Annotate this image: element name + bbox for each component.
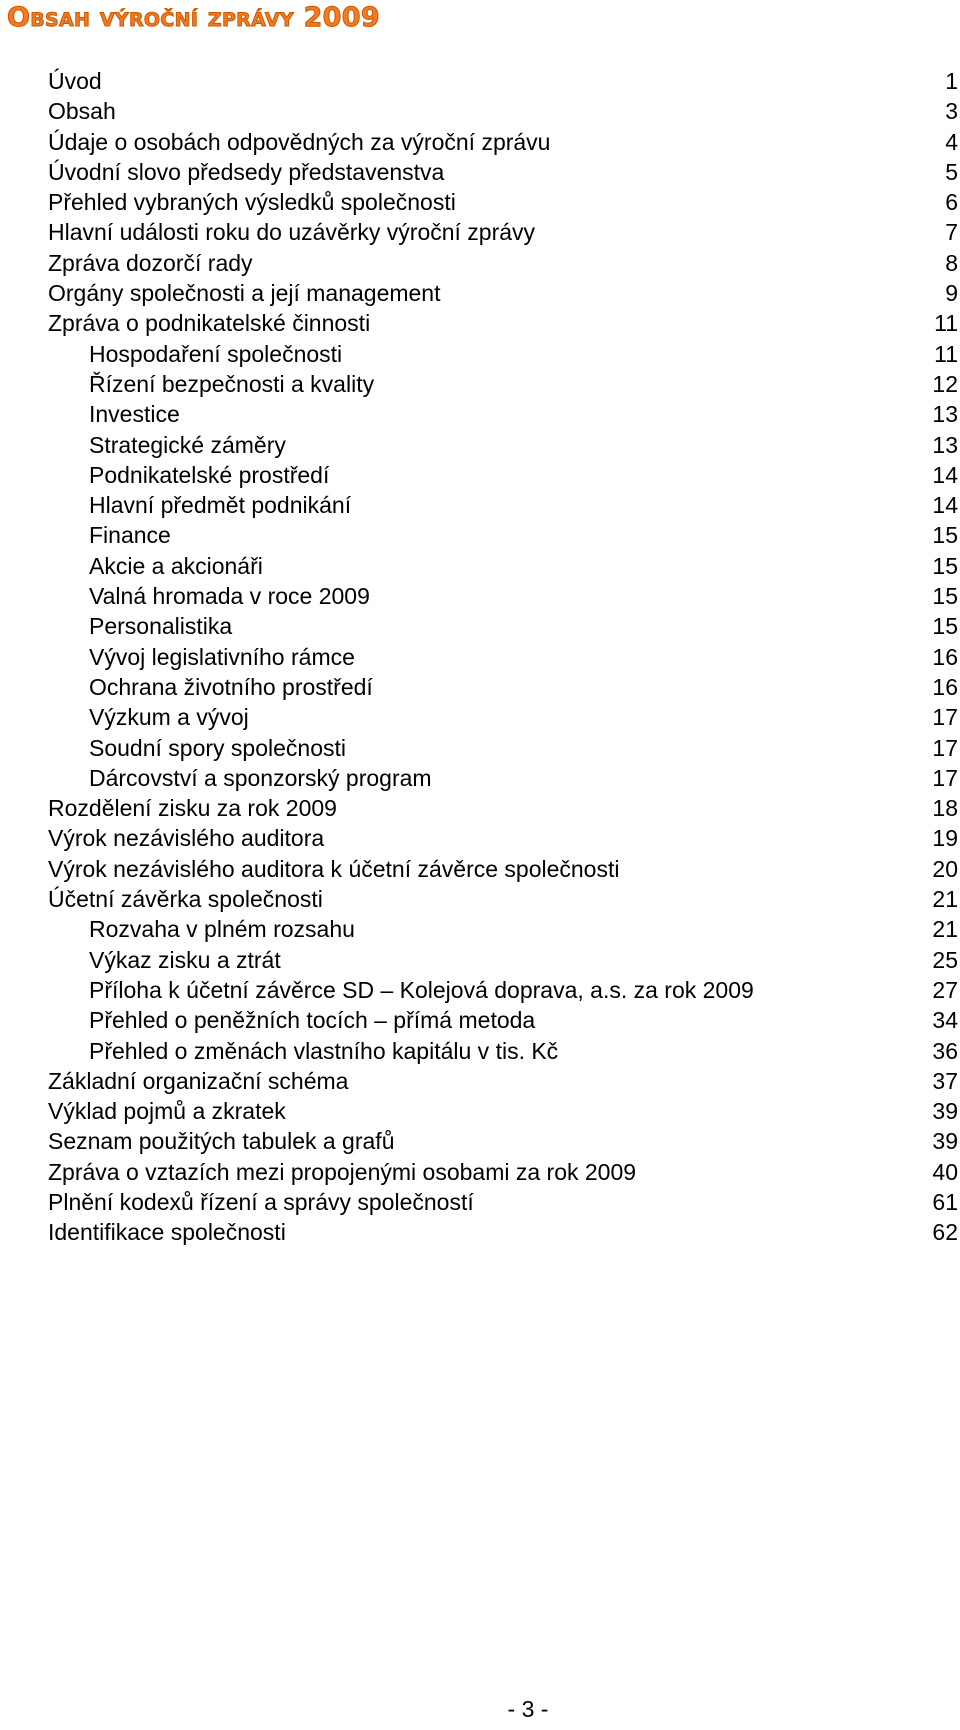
toc-entry[interactable] — [48, 1096, 958, 1126]
toc-entry-page: 36 — [932, 1037, 958, 1064]
page-title: Obsah výroční zprávy 2009 — [7, 2, 380, 33]
toc-entry-label: Rozdělení zisku za rok 2009 — [48, 795, 337, 822]
toc-entry-page: 7 — [945, 219, 958, 246]
toc-entry[interactable] — [48, 460, 958, 490]
toc-entry[interactable] — [48, 854, 958, 884]
toc-entry-label: Úvodní slovo předsedy představenstva — [48, 158, 445, 185]
toc-entry-label: Hlavní události roku do uzávěrky výroční zprávy — [48, 219, 536, 246]
toc-entry-page: 18 — [932, 795, 958, 822]
toc-entry[interactable] — [48, 66, 958, 96]
toc-entry-page: 1 — [945, 68, 958, 94]
toc-entry-page: 62 — [932, 1219, 958, 1246]
toc-entry-page: 17 — [932, 764, 958, 791]
toc-entry-page: 16 — [932, 673, 958, 700]
toc-entry-page: 16 — [932, 643, 958, 670]
toc-entry[interactable] — [48, 763, 958, 793]
toc-entry[interactable] — [48, 278, 958, 308]
toc-entry-page: 17 — [932, 704, 958, 731]
toc-entry-page: 13 — [932, 401, 958, 428]
toc-entry-page: 15 — [932, 552, 958, 579]
toc-entry[interactable] — [48, 702, 958, 732]
toc-entry-label: Výrok nezávislého auditora k účetní závěrce společnosti — [48, 855, 620, 882]
toc-entry-label: Výkaz zisku a ztrát — [89, 946, 281, 973]
toc-entry-label: Identifikace společnosti — [48, 1219, 286, 1246]
toc-entry[interactable] — [48, 945, 958, 975]
toc-entry-label: Vývoj legislativního rámce — [89, 643, 355, 670]
toc-entry[interactable] — [48, 793, 958, 823]
toc-entry[interactable] — [48, 914, 958, 944]
toc-entry[interactable] — [48, 339, 958, 369]
toc-entry-page: 8 — [945, 249, 958, 276]
toc-entry-label: Hospodaření společnosti — [89, 340, 343, 367]
toc-entry-label: Investice — [89, 401, 180, 428]
toc-entry-page: 40 — [932, 1158, 958, 1185]
toc-entry-label: Obsah — [48, 98, 116, 125]
toc-entry[interactable] — [48, 1187, 958, 1217]
toc-entry-label: Finance — [89, 522, 171, 549]
toc-entry-page: 5 — [945, 158, 958, 185]
toc-entry-label: Úvod — [48, 68, 102, 94]
toc-entry[interactable] — [48, 823, 958, 853]
toc-entry[interactable] — [48, 1217, 958, 1247]
toc-entry-page: 11 — [934, 310, 958, 337]
toc-entry-page: 4 — [945, 128, 958, 155]
toc-entry[interactable] — [48, 399, 958, 429]
toc-entry-page: 25 — [932, 946, 958, 973]
toc-entry[interactable] — [48, 430, 958, 460]
toc-entry[interactable] — [48, 1005, 958, 1035]
toc-entry-label: Řízení bezpečnosti a kvality — [89, 370, 375, 397]
toc-entry[interactable] — [48, 308, 958, 338]
toc-entry[interactable] — [48, 1066, 958, 1096]
toc-entry-label: Příloha k účetní závěrce SD – Kolejová doprava, a.s. za rok 2009 — [89, 976, 754, 1003]
toc-entry-page: 20 — [932, 855, 958, 882]
toc-entry-label: Zpráva o vztazích mezi propojenými osobami za rok 2009 — [48, 1158, 637, 1185]
toc-entry-page: 9 — [945, 280, 958, 307]
toc-entry[interactable] — [48, 187, 958, 217]
toc-entry-page: 21 — [932, 886, 958, 913]
toc-entry[interactable] — [48, 1036, 958, 1066]
toc-entry-page: 14 — [932, 461, 958, 488]
toc-entry-label: Přehled vybraných výsledků společnosti — [48, 189, 456, 216]
toc-entry-label: Účetní závěrka společnosti — [48, 886, 323, 913]
toc-entry-page: 27 — [932, 976, 958, 1003]
toc-entry-page: 37 — [932, 1067, 958, 1094]
toc-entry-page: 3 — [945, 98, 958, 125]
toc-entry-label: Výklad pojmů a zkratek — [48, 1098, 286, 1125]
toc-entry-page: 13 — [932, 431, 958, 458]
toc-entry-label: Zpráva o podnikatelské činnosti — [48, 310, 371, 337]
toc-entry-page: 15 — [932, 583, 958, 610]
toc-entry[interactable] — [48, 369, 958, 399]
toc-entry-page: 61 — [932, 1188, 958, 1215]
toc-entry[interactable] — [48, 490, 958, 520]
toc-entry[interactable] — [48, 884, 958, 914]
toc-entry[interactable] — [48, 1157, 958, 1187]
toc-entry-page: 39 — [932, 1128, 958, 1155]
toc-entry[interactable] — [48, 551, 958, 581]
toc-entry[interactable] — [48, 157, 958, 187]
toc-entry-page: 39 — [932, 1098, 958, 1125]
toc-entry-label: Zpráva dozorčí rady — [48, 249, 253, 276]
toc-entry-page: 14 — [932, 492, 958, 519]
toc-entry-page: 15 — [932, 522, 958, 549]
toc-entry[interactable] — [48, 975, 958, 1005]
toc-entry[interactable] — [48, 581, 958, 611]
toc-entry-label: Orgány společnosti a její management — [48, 280, 441, 307]
toc-entry-label: Výzkum a vývoj — [89, 704, 249, 731]
toc-entry-label: Strategické záměry — [89, 431, 286, 458]
toc-entry-page: 15 — [932, 613, 958, 640]
toc-entry-page: 17 — [932, 734, 958, 761]
toc-entry-page: 19 — [932, 825, 958, 852]
toc-entry-label: Základní organizační schéma — [48, 1067, 349, 1094]
toc-entry[interactable] — [48, 1126, 958, 1156]
toc-entry-page: 11 — [934, 340, 958, 367]
toc-entry[interactable] — [48, 96, 958, 126]
toc-entry-label: Akcie a akcionáři — [89, 552, 263, 579]
toc-entry-label: Soudní spory společnosti — [89, 734, 346, 761]
toc-entry-label: Hlavní předmět podnikání — [89, 492, 352, 519]
toc-entry-label: Přehled o změnách vlastního kapitálu v tis. Kč — [89, 1037, 559, 1064]
toc-entry-label: Valná hromada v roce 2009 — [89, 583, 370, 610]
page-number: - 3 - — [507, 1696, 549, 1722]
toc-entry-label: Plnění kodexů řízení a správy společností — [48, 1188, 474, 1215]
toc-entry-page: 21 — [932, 916, 958, 943]
toc-entry[interactable] — [48, 672, 958, 702]
table-of-contents — [48, 66, 958, 1248]
toc-entry-label: Ochrana životního prostředí — [89, 673, 373, 700]
toc-entry-label: Údaje o osobách odpovědných za výroční zprávu — [48, 128, 551, 155]
toc-entry[interactable] — [48, 611, 958, 641]
toc-entry[interactable] — [48, 733, 958, 763]
toc-entry-label: Podnikatelské prostředí — [89, 461, 330, 488]
toc-entry-page: 6 — [945, 189, 958, 216]
toc-entry-label: Personalistika — [89, 613, 233, 640]
toc-entry-label: Rozvaha v plném rozsahu — [89, 916, 355, 943]
toc-entry-label: Dárcovství a sponzorský program — [89, 764, 432, 791]
toc-entry-label: Přehled o peněžních tocích – přímá metoda — [89, 1007, 536, 1034]
toc-entry[interactable] — [48, 217, 958, 247]
toc-entry[interactable] — [48, 127, 958, 157]
toc-entry[interactable] — [48, 520, 958, 550]
toc-entry[interactable] — [48, 642, 958, 672]
toc-entry-page: 34 — [932, 1007, 958, 1034]
toc-entry-page: 12 — [932, 370, 958, 397]
toc-entry[interactable] — [48, 248, 958, 278]
toc-entry-label: Seznam použitých tabulek a grafů — [48, 1128, 395, 1155]
toc-entry-label: Výrok nezávislého auditora — [48, 825, 325, 852]
